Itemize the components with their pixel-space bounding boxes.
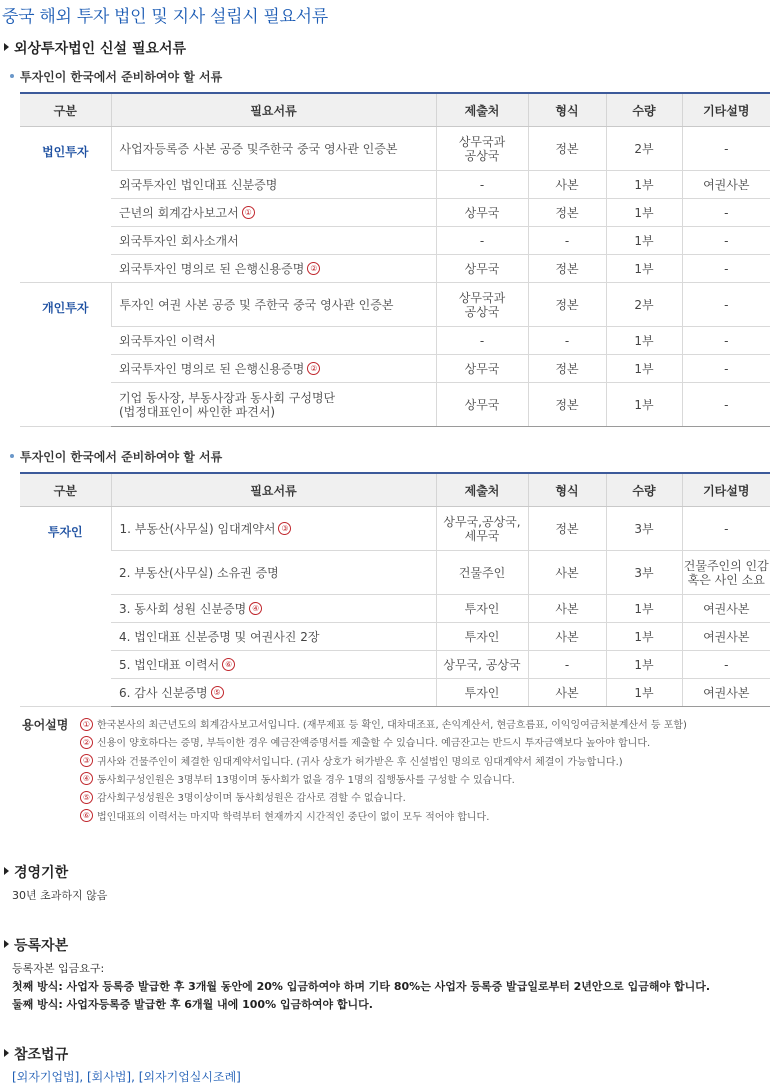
header-submit-to: 제출처 (436, 93, 528, 127)
triangle-bullet-icon (4, 867, 9, 875)
form-cell: 사본 (528, 595, 606, 623)
glossary-text: 귀사와 건물주인이 체결한 임대계약서입니다. (귀사 상호가 허가받은 후 신설법인 명의로 임대계약서 체결이 가능합니다.) (97, 756, 623, 768)
table-row (20, 595, 770, 623)
document-cell (111, 171, 436, 199)
page-title: 중국 해외 투자 법인 및 지사 설립시 필요서류 (2, 7, 328, 27)
reference-links (12, 1068, 241, 1085)
note-cell: - (682, 283, 770, 327)
link-foreign-enterprise-law[interactable]: [외자기업법] (12, 1070, 80, 1084)
note-cell: - (682, 127, 770, 171)
header-document: 필요서류 (111, 473, 436, 507)
dot-bullet-icon (10, 74, 14, 78)
dot-bullet-icon (10, 454, 14, 458)
form-cell: - (528, 651, 606, 679)
document-name: 1. 부동산(사무실) 임대계약서 (119, 521, 276, 536)
footnote-mark-icon: ② (80, 736, 93, 749)
submit-to-cell: 상무국, 공상국 (436, 651, 528, 679)
link-company-law[interactable]: [회사법] (86, 1070, 132, 1084)
header-document: 필요서류 (111, 93, 436, 127)
submit-to-cell: 상무국과 공상국 (436, 127, 528, 171)
document-cell (111, 127, 436, 171)
glossary-item (80, 716, 687, 734)
form-cell: - (528, 227, 606, 255)
quantity-cell: 1부 (606, 227, 682, 255)
note-cell: 여권사본 (682, 171, 770, 199)
document-name: 외국투자인 명의로 된 은행신용증명 (119, 361, 305, 376)
document-cell (111, 383, 436, 427)
glossary-item (80, 734, 650, 752)
subheading-text: 투자인이 한국에서 준비하여야 할 서류 (20, 70, 223, 84)
glossary-item (80, 771, 515, 789)
footnote-mark-icon: ③ (80, 754, 93, 767)
note-cell: - (682, 199, 770, 227)
footnote-mark-icon: ② (307, 262, 320, 275)
note-cell: 여권사본 (682, 623, 770, 651)
quantity-cell: 1부 (606, 651, 682, 679)
capital-line-2: 첫째 방식: 사업자 등록증 발급한 후 3개월 동안에 20% 입금하여야 하며 기타 80%는 사업자 등록증 발급일로부터 2년안으로 입금해야 합니다. (12, 980, 711, 993)
document-cell (111, 595, 436, 623)
header-quantity: 수량 (606, 93, 682, 127)
glossary-item (80, 808, 489, 826)
document-name: 4. 법인대표 신분증명 및 여권사진 2장 (119, 629, 320, 644)
glossary-text: 신용이 양호하다는 증명, 부득이한 경우 예금잔액증명서를 제출할 수 있습니다. 예금잔고는 반드시 투자금액보다 높아야 합니다. (97, 738, 651, 750)
submit-to-cell: 상무국 (436, 383, 528, 427)
quantity-cell: 1부 (606, 255, 682, 283)
subheading-docs-2 (10, 448, 222, 465)
table-row (20, 127, 770, 171)
category-cell: 투자인 (20, 507, 111, 707)
triangle-bullet-icon (4, 940, 9, 948)
triangle-bullet-icon (4, 1049, 9, 1057)
glossary-text: 한국본사의 최근년도의 회계감사보고서입니다. (재무제표 등 확인, 대차대조표, 손익계산서, 현금흐름표, 이익잉여금처분계산서 등 포함) (97, 720, 687, 731)
note-cell: - (682, 651, 770, 679)
link-separator: , (131, 1070, 139, 1084)
note-cell: 건물주인의 인감 혹은 사인 소요 (682, 551, 770, 595)
table-row (20, 651, 770, 679)
quantity-cell: 1부 (606, 595, 682, 623)
header-quantity: 수량 (606, 473, 682, 507)
note-cell: - (682, 355, 770, 383)
section-heading-capital (4, 935, 68, 955)
capital-line-3: 둘째 방식: 사업자등록증 발급한 후 6개월 내에 100% 입금하여야 합니다. (12, 998, 373, 1011)
form-cell: 사본 (528, 551, 606, 595)
submit-to-cell: 투자인 (436, 679, 528, 707)
table-row (20, 227, 770, 255)
table-row (20, 283, 770, 327)
document-name: 5. 법인대표 이력서 (119, 657, 220, 672)
section-heading-text: 등록자본 (14, 938, 69, 954)
document-name: 외국투자인 이력서 (119, 333, 216, 348)
table-row (20, 199, 770, 227)
header-category: 구분 (20, 93, 111, 127)
table-row (20, 171, 770, 199)
form-cell: 사본 (528, 623, 606, 651)
quantity-cell: 1부 (606, 199, 682, 227)
note-cell: - (682, 255, 770, 283)
note-cell: - (682, 327, 770, 355)
document-cell (111, 623, 436, 651)
table-row (20, 623, 770, 651)
table-header-row (20, 93, 770, 127)
glossary-text: 동사회구성인원은 3명부터 13명이며 동사회가 없을 경우 1명의 집행동사를 구성할 수 있습니다. (97, 774, 515, 786)
glossary-text: 법인대표의 이력서는 마지막 학력부터 현재까지 시간적인 중단이 없이 모두 적어야 합니다. (97, 811, 490, 823)
note-cell: - (682, 383, 770, 427)
form-cell: 사본 (528, 679, 606, 707)
quantity-cell: 2부 (606, 127, 682, 171)
category-cell: 개인투자 (20, 283, 111, 427)
submit-to-cell: - (436, 171, 528, 199)
document-name: 2. 부동산(사무실) 소유권 증명 (119, 565, 279, 580)
note-cell: - (682, 507, 770, 551)
form-cell: 정본 (528, 283, 606, 327)
submit-to-cell: 투자인 (436, 623, 528, 651)
footnote-mark-icon: ④ (249, 602, 262, 615)
submit-to-cell: - (436, 227, 528, 255)
header-category: 구분 (20, 473, 111, 507)
submit-to-cell: 건물주인 (436, 551, 528, 595)
section-heading-text: 외상투자법인 신설 필요서류 (14, 41, 187, 57)
link-foreign-enterprise-rules[interactable]: [외자기업실시조례] (138, 1070, 241, 1084)
glossary-item (80, 789, 406, 807)
table-row (20, 679, 770, 707)
note-cell: 여권사본 (682, 595, 770, 623)
document-cell (111, 507, 436, 551)
submit-to-cell: 상무국과 공상국 (436, 283, 528, 327)
quantity-cell: 1부 (606, 355, 682, 383)
glossary-item (80, 753, 623, 771)
glossary-text: 감사회구성성원은 3명이상이며 동사회성원은 감사로 겸할 수 없습니다. (97, 793, 406, 805)
section-heading-text: 참조법규 (14, 1047, 69, 1063)
header-form: 형식 (528, 93, 606, 127)
footnote-mark-icon: ⑥ (222, 658, 235, 671)
category-cell: 법인투자 (20, 127, 111, 283)
submit-to-cell: 상무국 (436, 255, 528, 283)
footnote-mark-icon: ① (80, 718, 93, 731)
document-cell (111, 199, 436, 227)
subheading-docs-1 (10, 68, 222, 85)
document-name: 외국투자인 명의로 된 은행신용증명 (119, 261, 305, 276)
document-cell (111, 327, 436, 355)
header-form: 형식 (528, 473, 606, 507)
document-name: 외국투자인 회사소개서 (119, 233, 239, 248)
note-cell: 여권사본 (682, 679, 770, 707)
capital-line-1: 등록자본 입금요구: (12, 962, 105, 975)
header-submit-to: 제출처 (436, 473, 528, 507)
document-name: 외국투자인 법인대표 신분증명 (119, 177, 278, 192)
link-separator: , (79, 1070, 87, 1084)
required-docs-table-2 (20, 472, 770, 707)
form-cell: 정본 (528, 507, 606, 551)
document-cell (111, 651, 436, 679)
quantity-cell: 1부 (606, 383, 682, 427)
table-row (20, 355, 770, 383)
document-cell (111, 227, 436, 255)
quantity-cell: 1부 (606, 623, 682, 651)
section-heading-new-corp (4, 38, 186, 58)
document-cell (111, 283, 436, 327)
section-heading-references (4, 1044, 68, 1064)
footnote-mark-icon: ② (307, 362, 320, 375)
document-cell (111, 355, 436, 383)
footnote-mark-icon: ⑥ (80, 809, 93, 822)
document-name: 투자인 여권 사본 공증 및 주한국 중국 영사관 인증본 (119, 297, 394, 312)
section-heading-period (4, 862, 68, 882)
table-row (20, 327, 770, 355)
form-cell: 정본 (528, 355, 606, 383)
submit-to-cell: 투자인 (436, 595, 528, 623)
document-cell (111, 679, 436, 707)
document-cell (111, 551, 436, 595)
submit-to-cell: 상무국,공상국, 세무국 (436, 507, 528, 551)
footnote-mark-icon: ④ (80, 772, 93, 785)
period-text: 30년 초과하지 않음 (12, 889, 108, 902)
footnote-mark-icon: ① (242, 206, 255, 219)
submit-to-cell: 상무국 (436, 355, 528, 383)
quantity-cell: 1부 (606, 679, 682, 707)
submit-to-cell: 상무국 (436, 199, 528, 227)
document-name: 6. 감사 신분증명 (119, 685, 208, 700)
table-row (20, 383, 770, 427)
quantity-cell: 3부 (606, 507, 682, 551)
document-cell (111, 255, 436, 283)
form-cell: 정본 (528, 199, 606, 227)
footnote-mark-icon: ③ (278, 522, 291, 535)
document-name: 기업 동사장, 부동사장과 동사회 구성명단 (법정대표인이 싸인한 파견서) (119, 390, 336, 419)
table-row (20, 551, 770, 595)
triangle-bullet-icon (4, 43, 9, 51)
required-docs-table-1 (20, 92, 770, 427)
table-row (20, 255, 770, 283)
document-name: 사업자등록증 사본 공증 및주한국 중국 영사관 인증본 (119, 141, 398, 156)
footnote-mark-icon: ⑤ (211, 686, 224, 699)
footnote-mark-icon: ⑤ (80, 791, 93, 804)
subheading-text: 투자인이 한국에서 준비하여야 할 서류 (20, 450, 223, 464)
table-header-row (20, 473, 770, 507)
quantity-cell: 2부 (606, 283, 682, 327)
section-heading-text: 경영기한 (14, 865, 69, 881)
header-note: 기타설명 (682, 473, 770, 507)
note-cell: - (682, 227, 770, 255)
quantity-cell: 1부 (606, 327, 682, 355)
submit-to-cell: - (436, 327, 528, 355)
form-cell: 정본 (528, 383, 606, 427)
glossary-label: 용어설명 (22, 718, 69, 732)
form-cell: 사본 (528, 171, 606, 199)
form-cell: 정본 (528, 127, 606, 171)
table-row (20, 507, 770, 551)
quantity-cell: 3부 (606, 551, 682, 595)
form-cell: 정본 (528, 255, 606, 283)
header-note: 기타설명 (682, 93, 770, 127)
form-cell: - (528, 327, 606, 355)
quantity-cell: 1부 (606, 171, 682, 199)
document-name: 근년의 회계감사보고서 (119, 205, 239, 220)
document-name: 3. 동사회 성원 신분증명 (119, 601, 247, 616)
